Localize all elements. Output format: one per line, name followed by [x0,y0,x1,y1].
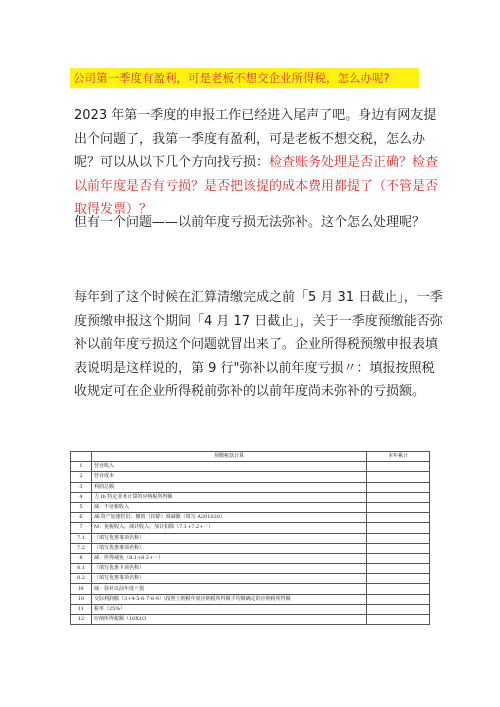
header-main: 预缴税款计算 [92,452,367,462]
row-number: 3 [71,482,92,492]
row-number: 12 [71,615,92,625]
row-value [367,533,430,543]
row-number: 10 [71,594,92,604]
row-number: 8.2 [71,574,92,584]
explanation-paragraph: 每年到了这个时候在汇算清缴完成之前「5 月 31 日截止」，一季度预缴申报这个期间「4 月 17 日截止」，关于一季度预缴能否弥补以前年度亏损这个问题就冒出来了。企业所得税预缴申报表填表说明是这样说的，第 9 行"弥补以前年度亏损〃：填报按照税收规定可在企业所得税前弥补的以前年度尚未弥补的亏损额。 [74,290,443,399]
table-row [71,553,430,563]
table-row [71,543,430,553]
row-number: 11 [71,604,92,614]
table-row [71,462,430,472]
row-value [367,604,430,614]
row-value [367,492,430,502]
row-value [367,584,430,594]
question-paragraph: 但有一个问题——以前年度亏损无法弥补。这个怎么处理呢？ [74,215,426,230]
table-row [71,564,430,574]
row-item: 交际利润额（3+4-5-6-7-8-9）\按照上纳税年度应纳税所得额平均额确定的应纳税所得额 [92,594,367,604]
row-item: 力 Ih 特定业务计算的应纳税所得额 [92,492,367,502]
row-number: 7.1 [71,533,92,543]
row-number: I9 [71,584,92,594]
row-value [367,462,430,472]
table-row [71,513,430,523]
header-right: 本年累计 [367,452,430,462]
row-item: 税率（25%） [92,604,367,614]
table-row [71,482,430,492]
row-value [367,513,430,523]
row-value [367,523,430,533]
row-number: 7 [71,523,92,533]
article-title-banner: 公司第一季度有盈利，可是老板不想交企业所得税，怎么办呢? [70,68,419,88]
table-row [71,604,430,614]
row-item: （填写优惠事项名称） [92,543,367,553]
row-value [367,482,430,492]
row-value [367,502,430,512]
row-number: 4 [71,492,92,502]
table-row [71,594,430,604]
row-value [367,594,430,604]
table-row [71,472,430,482]
table-row [71,502,430,512]
row-value [367,564,430,574]
row-item: 减：不征税收入 [92,502,367,512]
row-item: M：免税收入、减计收入、加计扣除（7.1+7.2+⋯） [92,523,367,533]
table-row [71,574,430,584]
row-number: 8 [71,553,92,563]
table-row [71,584,430,594]
row-number: 6 [71,513,92,523]
table-row [71,533,430,543]
row-item: 减：弥补以前年度〃损 [92,584,367,594]
intro-text: 2023 年第一季度的申报工作已经进入尾声了吧。身边有网友提出个问题了，我第一季度有盈利，可是老板不想交税，怎么办呢？可以从以下几个方向找亏损： [74,108,437,170]
table-row [71,615,430,625]
row-item: （填写优惠事项名称） [92,574,367,584]
table-header-row [71,452,430,462]
row-value [367,543,430,553]
row-value [367,574,430,584]
table-row [71,492,430,502]
row-number: 2 [71,472,92,482]
row-item: 减:资产加速折旧、摊销（扣除）调减额（填写 A201020） [92,513,367,523]
row-item: （填写优惠卡项名称） [92,564,367,574]
row-number: 5 [71,502,92,512]
row-number: 7.2 [71,543,92,553]
row-value [367,553,430,563]
table-row [71,523,430,533]
row-number: 8.1 [71,564,92,574]
header-no [71,452,92,462]
row-item: 应纳所得税额（10X1O [92,615,367,625]
row-item: 利润总额 [92,482,367,492]
row-item: 营业收入 [92,462,367,472]
row-value [367,615,430,625]
intro-highlight: 检查账务处理是否正确？检查以前年度是否有亏损？是否把该提的成本费用都提了（不管是否取得发票）？ [74,155,439,217]
table-body [71,462,430,625]
row-item: （填写优惠事项名称） [92,533,367,543]
row-item: 减：所得减免（8.1+8.2+⋯） [92,553,367,563]
row-number: 1 [71,462,92,472]
prepayment-tax-table [70,451,430,625]
row-item: 营业成本 [92,472,367,482]
row-value [367,472,430,482]
intro-paragraph [74,104,446,222]
